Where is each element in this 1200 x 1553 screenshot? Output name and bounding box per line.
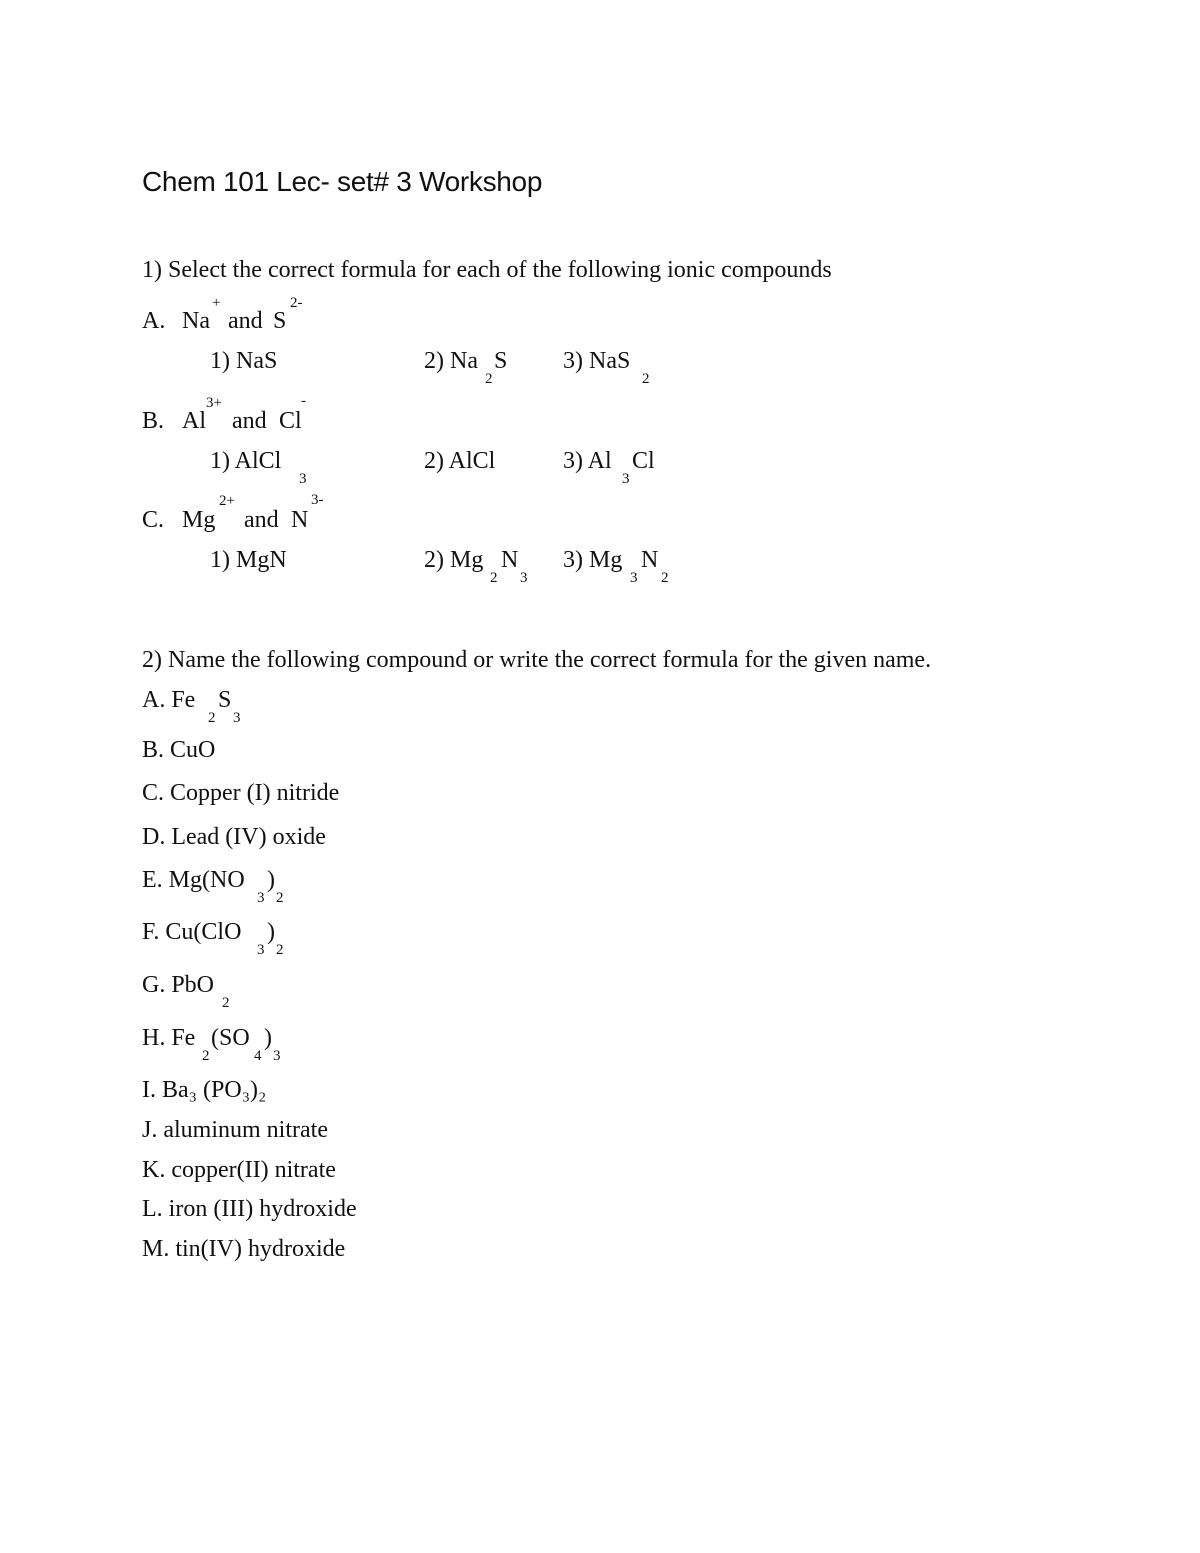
ion-2-charge: 3- bbox=[311, 492, 324, 508]
and-text: and bbox=[228, 308, 263, 334]
ion-1: Na bbox=[182, 308, 210, 334]
question-2c: C. Copper (I) nitride bbox=[142, 780, 340, 806]
choice-3-part: N bbox=[641, 547, 659, 573]
and-text: and bbox=[244, 507, 279, 533]
subscript: 2 bbox=[661, 570, 669, 586]
item-label: B. bbox=[142, 408, 165, 434]
question-2-prompt: 2) Name the following compound or write the correct formula for the given name. bbox=[142, 647, 932, 673]
item-text: S bbox=[218, 687, 232, 713]
ion-2: N bbox=[291, 507, 309, 533]
subscript: 3 bbox=[299, 471, 307, 487]
ion-2: S bbox=[273, 308, 287, 334]
question-2d: D. Lead (IV) oxide bbox=[142, 824, 326, 850]
item-text: E. Mg(NO bbox=[142, 867, 245, 893]
subscript: 3 bbox=[622, 471, 630, 487]
choice-1: 1) MgN bbox=[210, 547, 287, 573]
item-text: ) bbox=[267, 919, 275, 945]
question-2j: J. aluminum nitrate bbox=[142, 1117, 328, 1143]
subscript: 2 bbox=[276, 942, 284, 958]
choice-3-part: 3) NaS bbox=[563, 348, 631, 374]
subscript: 2 bbox=[490, 570, 498, 586]
question-2l: L. iron (III) hydroxide bbox=[142, 1196, 357, 1222]
subscript: 3 bbox=[520, 570, 528, 586]
choice-3-part: 3) Al bbox=[563, 448, 612, 474]
question-1-prompt: 1) Select the correct formula for each of the following ionic compounds bbox=[142, 257, 832, 283]
subscript: 2 bbox=[485, 371, 493, 387]
item-text: G. PbO bbox=[142, 972, 215, 998]
item-label: C. bbox=[142, 507, 165, 533]
choice-3-part: 3) Mg bbox=[563, 547, 623, 573]
and-text: and bbox=[232, 408, 267, 434]
item-label: A. bbox=[142, 308, 166, 334]
ion-2: Cl bbox=[279, 408, 302, 434]
choice-1: 1) NaS bbox=[210, 348, 278, 374]
subscript: 3 bbox=[273, 1048, 281, 1064]
item-text: F. Cu(ClO bbox=[142, 919, 242, 945]
item-text: (SO bbox=[211, 1025, 250, 1051]
ion-1-charge: + bbox=[212, 295, 221, 311]
ion-2-charge: - bbox=[301, 393, 306, 409]
question-2b: B. CuO bbox=[142, 737, 216, 763]
subscript: 2 bbox=[642, 371, 650, 387]
choice-2-part: 2) Mg bbox=[424, 547, 484, 573]
ion-2-charge: 2- bbox=[290, 295, 303, 311]
item-text: A. Fe bbox=[142, 687, 196, 713]
choice-2: 2) AlCl bbox=[424, 448, 496, 474]
choice-2-part: S bbox=[494, 348, 508, 374]
subscript: 2 bbox=[222, 995, 230, 1011]
question-2k: K. copper(II) nitrate bbox=[142, 1157, 336, 1183]
question-2i: I. Ba₃ (PO₃)₂ bbox=[142, 1077, 267, 1103]
item-text: ) bbox=[264, 1025, 272, 1051]
choice-2-part: 2) Na bbox=[424, 348, 478, 374]
item-text: H. Fe bbox=[142, 1025, 196, 1051]
item-text: ) bbox=[267, 867, 275, 893]
subscript: 3 bbox=[630, 570, 638, 586]
page-title: Chem 101 Lec- set# 3 Workshop bbox=[142, 166, 543, 197]
choice-2-part: N bbox=[501, 547, 519, 573]
ion-1-charge: 3+ bbox=[206, 395, 222, 411]
subscript: 2 bbox=[208, 710, 216, 726]
ion-1: Al bbox=[182, 408, 206, 434]
question-2m: M. tin(IV) hydroxide bbox=[142, 1236, 346, 1262]
subscript: 3 bbox=[257, 942, 265, 958]
ion-1-charge: 2+ bbox=[219, 493, 235, 509]
subscript: 4 bbox=[254, 1048, 262, 1064]
choice-1-part: 1) AlCl bbox=[210, 448, 282, 474]
subscript: 3 bbox=[257, 890, 265, 906]
ion-1: Mg bbox=[182, 507, 216, 533]
subscript: 2 bbox=[202, 1048, 210, 1064]
choice-3-part: Cl bbox=[632, 448, 655, 474]
subscript: 2 bbox=[276, 890, 284, 906]
subscript: 3 bbox=[233, 710, 241, 726]
